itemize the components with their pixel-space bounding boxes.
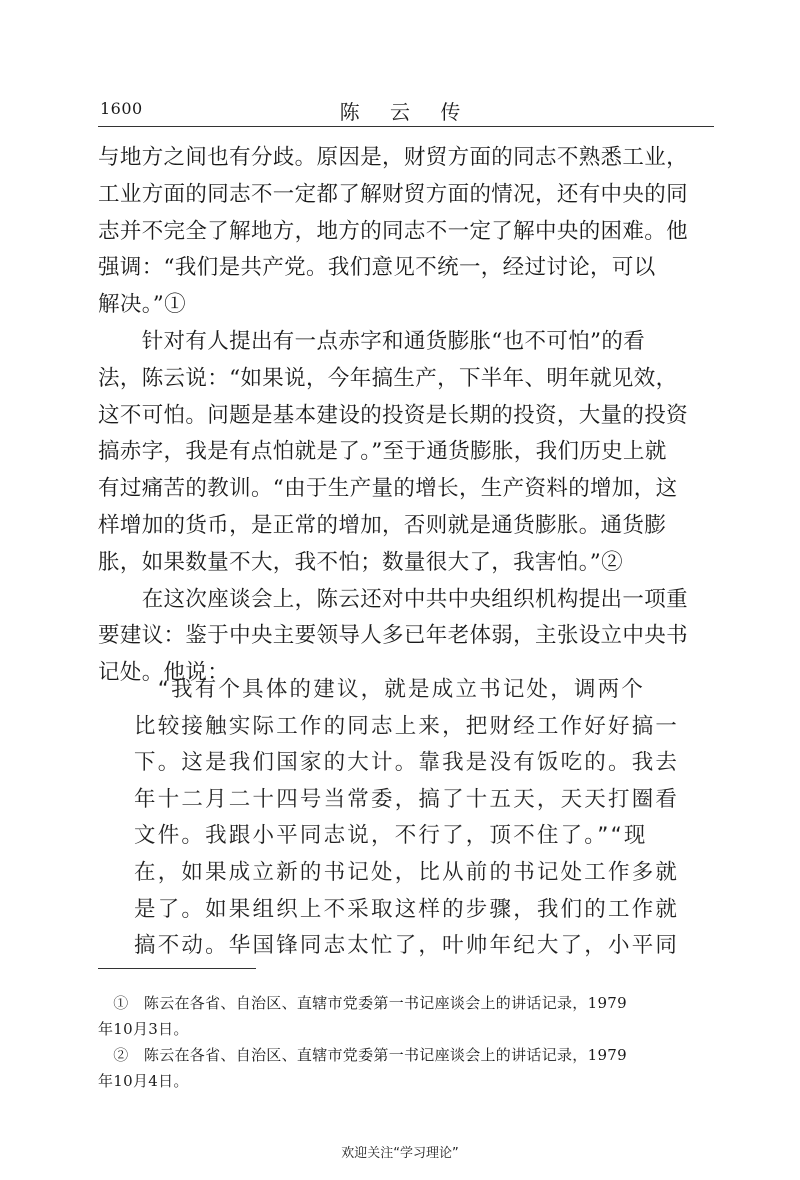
quote-line: 是了。如果组织上不采取这样的步骤，我们的工作就: [134, 896, 680, 922]
footnote-divider: [98, 968, 256, 969]
body-line: 在这次座谈会上，陈云还对中共中央组织机构提出一项重: [98, 586, 688, 612]
block-quote: [134, 672, 694, 965]
body-line: 这不可怕。问题是基本建设的投资是长期的投资，大量的投资: [98, 402, 688, 428]
footnote-line: ② 陈云在各省、自治区、直辖市党委第一书记座谈会上的讲话记录，1979: [98, 1046, 627, 1064]
body-line: 记处。他说：: [98, 660, 230, 686]
body-line: 志并不完全了解地方，地方的同志不一定了解中央的困难。他: [98, 218, 688, 244]
quote-line: 下。这是我们国家的大计。靠我是没有饭吃的。我去: [134, 750, 680, 776]
quote-line: 在，如果成立新的书记处，比从前的书记处工作多就: [134, 859, 680, 885]
body-line: 强调：“我们是共产党。我们意见不统一，经过讨论，可以: [98, 255, 656, 281]
body-line: 样增加的货币，是正常的增加，否则就是通货膨胀。通货膨: [98, 512, 667, 538]
body-line: 法，陈云说：“如果说，今年搞生产，下半年、明年就见效，: [98, 365, 678, 391]
footnote-line: ① 陈云在各省、自治区、直辖市党委第一书记座谈会上的讲话记录，1979: [98, 994, 627, 1012]
quote-line: “我有个具体的建议，就是成立书记处，调两个: [134, 677, 646, 702]
body-line: 工业方面的同志不一定都了解财贸方面的情况，还有中央的同: [98, 181, 688, 207]
footnote-line: 年10月3日。: [98, 1020, 189, 1038]
quote-line: 文件。我跟小平同志说，不行了，顶不住了。”“现: [134, 823, 648, 849]
quote-line: 年十二月二十四号当常委，搞了十五天，天天打圈看: [134, 786, 680, 812]
page-number: 1600: [100, 99, 143, 118]
quote-line: 搞不动。华国锋同志太忙了，叶帅年纪大了，小平同: [134, 933, 680, 959]
body-line: 有过痛苦的教训。“由于生产量的增长，生产资料的增加，这: [98, 476, 678, 502]
quote-line: 比较接触实际工作的同志上来，把财经工作好好搞一: [134, 713, 680, 739]
footer-caption: 欢迎关注“学习理论”: [341, 1146, 459, 1161]
body-line: 搞赤字，我是有点怕就是了。”至于通货膨胀，我们历史上就: [98, 439, 667, 465]
footnotes: [98, 990, 720, 1094]
body-line: 解决。”①: [98, 292, 186, 318]
body-line: 针对有人提出有一点赤字和通货膨胀“也不可怕”的看: [98, 328, 646, 354]
running-title: 陈 云 传: [339, 100, 473, 124]
footnote-line: 年10月4日。: [98, 1072, 189, 1090]
body-text: [98, 140, 720, 692]
body-line: 胀，如果数量不大，我不怕；数量很大了，我害怕。”②: [98, 549, 623, 575]
body-line: 要建议：鉴于中央主要领导人多已年老体弱，主张设立中央书: [98, 623, 688, 649]
body-line: 与地方之间也有分歧。原因是，财贸方面的同志不熟悉工业，: [98, 145, 688, 170]
page-header: [98, 96, 714, 127]
